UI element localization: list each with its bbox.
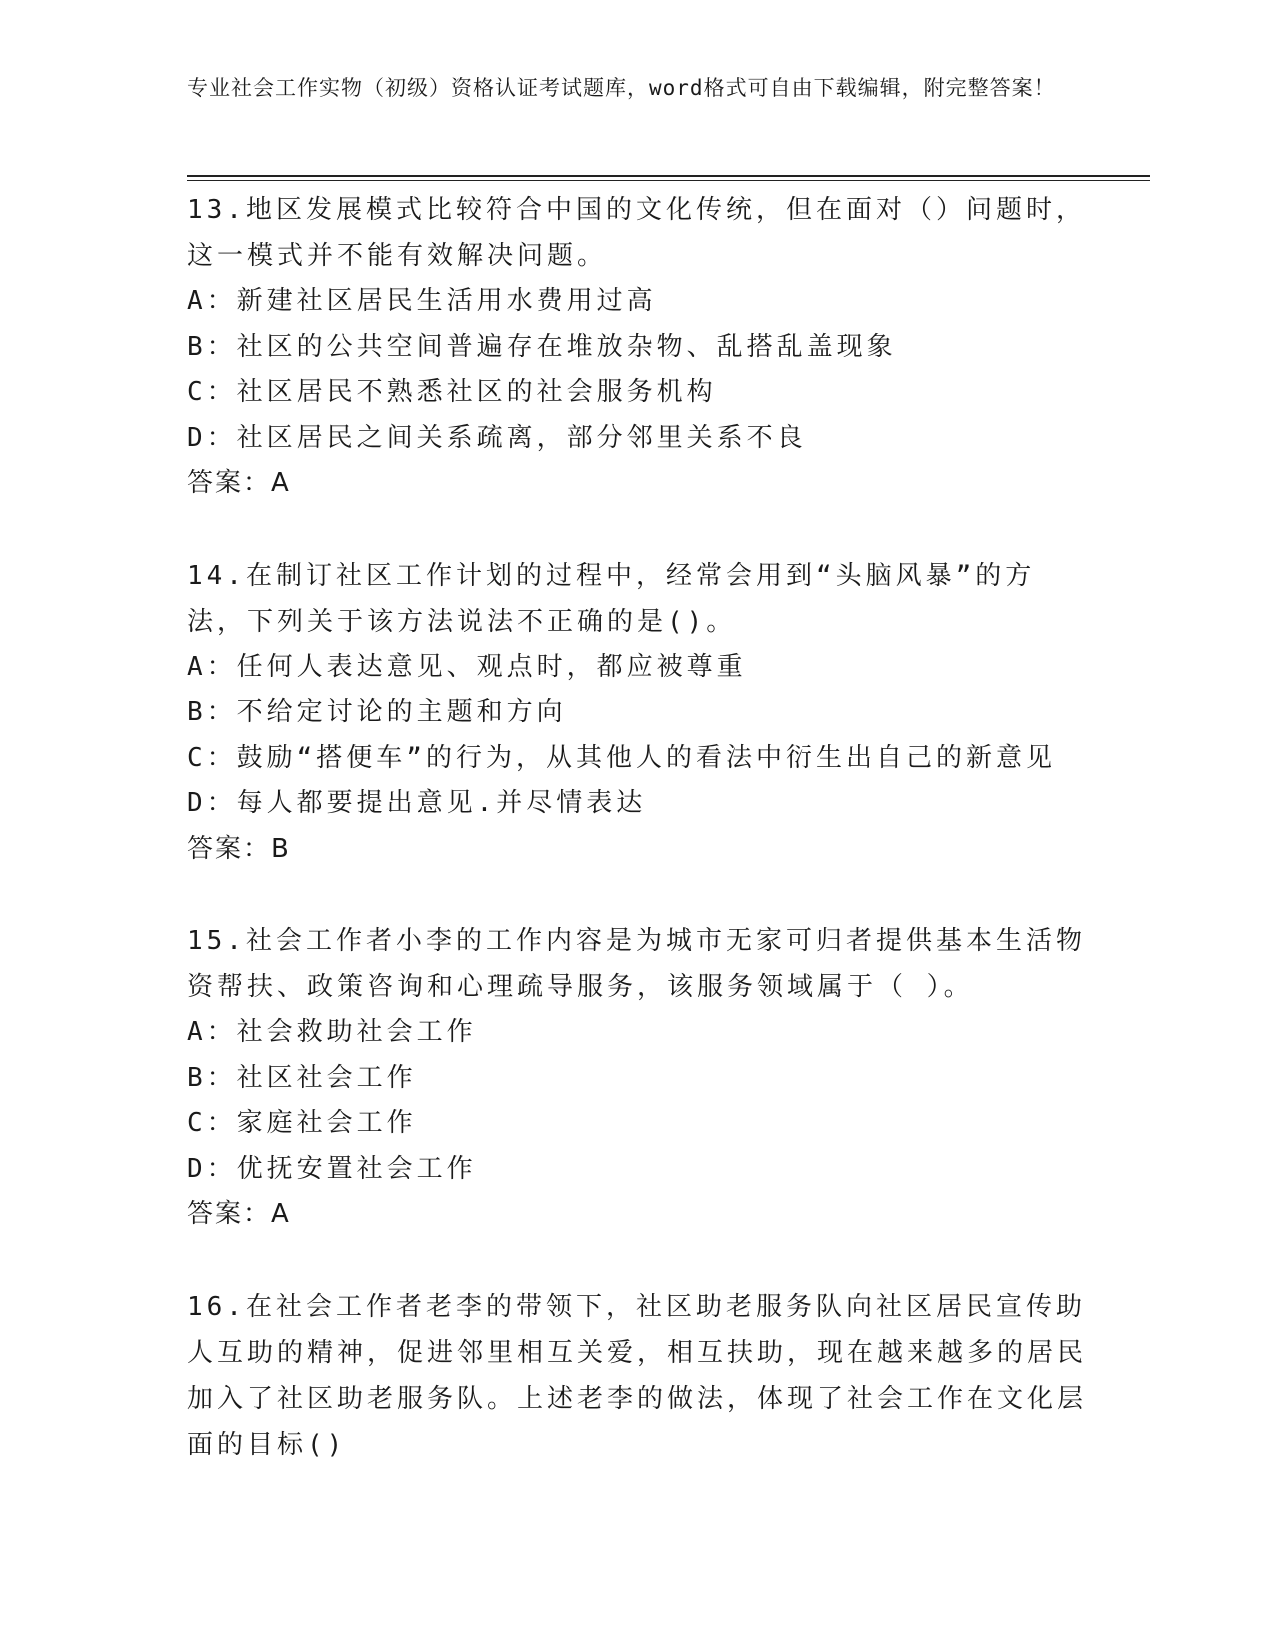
question-stem: 14.在制订社区工作计划的过程中，经常会用到“头脑风暴”的方法，下列关于该方法说法不正确的是()。 <box>187 560 1036 637</box>
option-b: B：不给定讨论的主题和方向 <box>187 697 567 727</box>
question-15 <box>187 918 1087 1238</box>
option-c: C：家庭社会工作 <box>187 1108 417 1138</box>
answer-line: 答案：A <box>187 1199 291 1229</box>
option-a: A：社会救助社会工作 <box>187 1017 477 1047</box>
option-a: A：新建社区居民生活用水费用过高 <box>187 286 657 316</box>
option-d: D：优抚安置社会工作 <box>187 1153 477 1184</box>
question-stem: 15.社会工作者小李的工作内容是为城市无家可归者提供基本生活物资帮扶、政策咨询和心理疏导服务，该服务领域属于（ ）。 <box>187 926 1086 1002</box>
question-13 <box>187 187 1087 507</box>
option-d: D：社区居民之间关系疏离，部分邻里关系不良 <box>187 422 807 453</box>
option-a: A：任何人表达意见、观点时，都应被尊重 <box>187 651 747 682</box>
header-text: 专业社会工作实物（初级）资格认证考试题库，word格式可自由下载编辑，附完整答案！ <box>187 76 1056 100</box>
question-16 <box>187 1284 1087 1468</box>
option-c: C：鼓励“搭便车”的行为，从其他人的看法中衍生出自己的新意见 <box>187 742 1056 773</box>
option-b: B：社区社会工作 <box>187 1062 417 1093</box>
option-b: B：社区的公共空间普遍存在堆放杂物、乱搭乱盖现象 <box>187 331 897 362</box>
question-14 <box>187 553 1087 873</box>
question-stem: 13.地区发展模式比较符合中国的文化传统，但在面对（）问题时，这一模式并不能有效解决问题。 <box>187 195 1086 271</box>
option-d: D：每人都要提出意见.并尽情表达 <box>187 788 647 818</box>
page-header <box>187 72 1067 105</box>
question-list <box>187 187 1087 1514</box>
question-stem: 16.在社会工作者老李的带领下，社区助老服务队向社区居民宣传助人互助的精神，促进邻里相互关爱，相互扶助，现在越来越多的居民加入了社区助老服务队。上述老李的做法，体现了社会工作在文化层面的目标() <box>187 1291 1088 1460</box>
answer-line: 答案：B <box>187 833 291 864</box>
header-divider <box>187 175 1150 181</box>
option-c: C：社区居民不熟悉社区的社会服务机构 <box>187 377 717 407</box>
answer-line: 答案：A <box>187 468 291 498</box>
